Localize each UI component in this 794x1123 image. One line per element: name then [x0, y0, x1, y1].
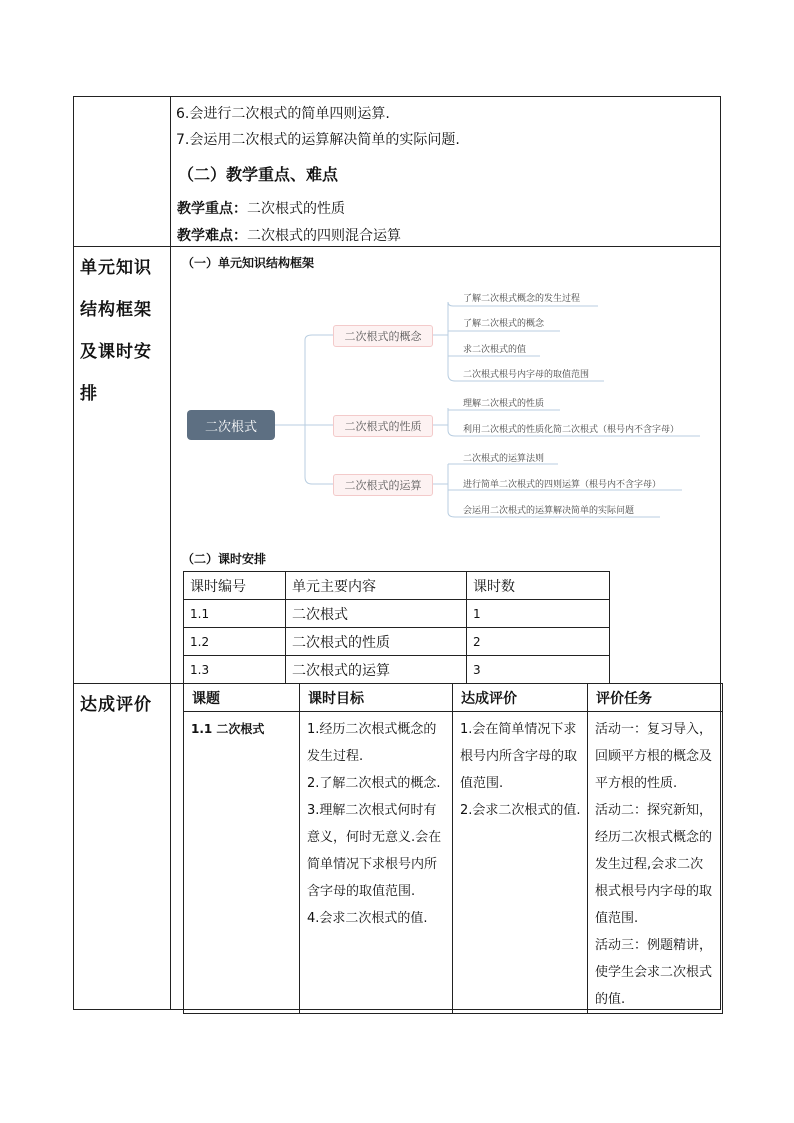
schedule-title: （二）课时安排 [182, 552, 267, 566]
mindmap-branch-operation: 二次根式的运算 [333, 474, 433, 496]
eval-header-cell: 达成评价 [453, 684, 588, 712]
schedule-cell: 二次根式 [286, 600, 467, 628]
schedule-cell: 3 [467, 656, 610, 684]
mindmap-leaf: 理解二次根式的性质 [463, 399, 545, 409]
schedule-cell: 1.3 [184, 656, 286, 684]
eval-goal: 1.经历二次根式概念的发生过程. [307, 722, 437, 764]
row2-header-line: 单元知识 [80, 258, 152, 278]
mindmap-leaf: 利用二次根式的性质化简二次根式（根号内不含字母） [463, 425, 680, 435]
schedule-header-cell: 课时数 [467, 572, 610, 600]
eval-header-cell: 评价任务 [588, 684, 723, 712]
mindmap-root: 二次根式 [187, 410, 275, 440]
schedule-cell: 1.2 [184, 628, 286, 656]
row2-header-line: 及课时安 [80, 342, 152, 362]
mindmap-leaf: 求二次根式的值 [463, 345, 527, 355]
difficult-points-label: 教学难点： [177, 228, 247, 244]
eval-task: 活动一：复习导入，回顾平方根的概念及平方根的性质. [595, 722, 713, 791]
mindmap-branch-concept: 二次根式的概念 [333, 325, 433, 347]
key-points-text: 二次根式的性质 [247, 201, 345, 217]
eval-task: 活动二：探究新知，经历二次根式概念的发生过程,会求二次根式根号内字母的取值范围. [595, 803, 713, 926]
schedule-cell: 二次根式的性质 [286, 628, 467, 656]
eval-lesson: 1.1 二次根式 [191, 722, 265, 736]
difficult-points-text: 二次根式的四则混合运算 [247, 228, 401, 244]
table-border-mid [170, 96, 171, 1010]
row3-header: 达成评价 [80, 695, 152, 715]
row2-header-line: 排 [80, 384, 98, 404]
row2-header-line: 结构框架 [80, 300, 152, 320]
eval-criterion: 2.会求二次根式的值. [460, 803, 581, 818]
schedule-table [183, 571, 610, 684]
eval-goal: 4.会求二次根式的值. [307, 911, 428, 926]
mindmap-leaf: 了解二次根式概念的发生过程 [463, 294, 581, 304]
eval-header-cell: 课时目标 [300, 684, 453, 712]
eval-goal: 2.了解二次根式的概念. [307, 776, 441, 791]
schedule-cell: 1 [467, 600, 610, 628]
mindmap-leaf: 进行简单二次根式的四则运算（根号内不含字母） [463, 480, 662, 490]
table-row [184, 712, 723, 1014]
section-2-title: （二）教学重点、难点 [178, 165, 339, 184]
schedule-header-cell: 课时编号 [184, 572, 286, 600]
schedule-cell: 2 [467, 628, 610, 656]
eval-goal: 3.理解二次根式何时有意义，何时无意义.会在简单情况下求根号内所含字母的取值范围. [307, 803, 442, 899]
mindmap-leaf: 二次根式的运算法则 [463, 454, 545, 464]
schedule-header-cell: 单元主要内容 [286, 572, 467, 600]
mindmap-leaf: 会运用二次根式的运算解决简单的实际问题 [463, 506, 635, 516]
mindmap-leaf: 了解二次根式的概念 [463, 319, 545, 329]
eval-header-row [184, 684, 723, 712]
key-points [177, 198, 345, 218]
evaluation-table [183, 683, 723, 1014]
goal-line-7: 7.会运用二次根式的运算解决简单的实际问题. [176, 132, 460, 148]
schedule-cell: 二次根式的运算 [286, 656, 467, 684]
eval-lesson-cell [184, 712, 300, 1014]
framework-title: （一）单元知识结构框架 [182, 256, 315, 270]
eval-header-cell: 课题 [184, 684, 300, 712]
eval-tasks-cell [588, 712, 723, 1014]
eval-criterion: 1.会在简单情况下求根号内所含字母的取值范围. [460, 722, 578, 791]
table-row [184, 600, 610, 628]
table-border-left [73, 96, 74, 1010]
eval-goals-cell [300, 712, 453, 1014]
table-row [184, 628, 610, 656]
eval-task: 活动三：例题精讲，使学生会求二次根式的值. [595, 938, 713, 1007]
mindmap-leaf: 二次根式根号内字母的取值范围 [463, 370, 590, 380]
key-points-label: 教学重点： [177, 201, 247, 217]
goal-line-6: 6.会进行二次根式的简单四则运算. [176, 106, 390, 122]
row2-header [80, 247, 152, 415]
difficult-points [177, 225, 401, 245]
schedule-header-row [184, 572, 610, 600]
mindmap-branch-property: 二次根式的性质 [333, 415, 433, 437]
schedule-cell: 1.1 [184, 600, 286, 628]
table-row [184, 656, 610, 684]
eval-criteria-cell [453, 712, 588, 1014]
